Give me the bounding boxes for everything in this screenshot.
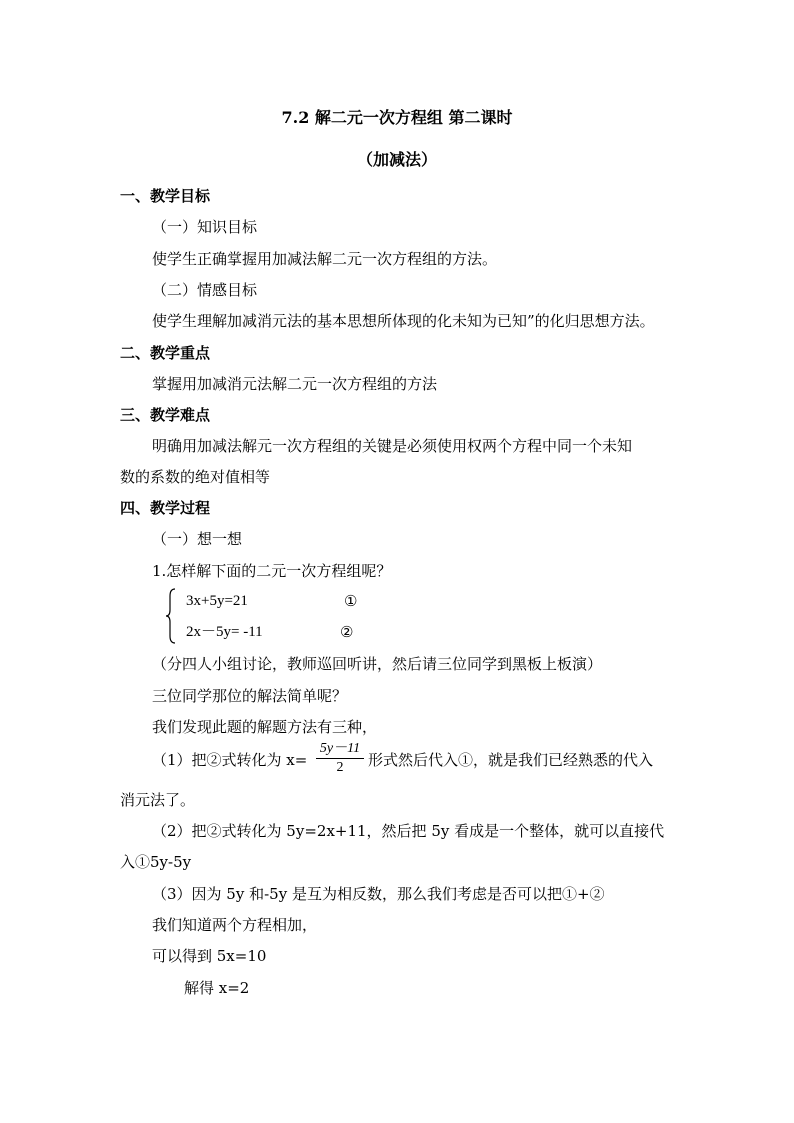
fraction [316,740,364,777]
document-title: 7.2 解二元一次方程组 第二课时 [281,108,513,127]
paragraph: 我们知道两个方程相加， [152,916,318,934]
method-1-prefix: （1）把②式转化为 x= [152,751,308,769]
equation-brace [166,588,176,644]
paragraph-continuation: 数的系数的绝对值相等 [120,468,271,486]
method-3: （3）因为 5y 和-5y 是互为相反数，那么我们考虑是否可以把①+② [152,885,605,903]
paragraph: 掌握用加减消元法解二元一次方程组的方法 [152,375,438,393]
document-subtitle: （加减法） [356,150,437,169]
paragraph: 使学生正确掌握用加减法解二元一次方程组的方法。 [152,250,498,268]
question: 1.怎样解下面的二元一次方程组呢？ [152,562,392,580]
method-2-continuation: 入①5y-5y [120,853,192,871]
section-heading-process: 四、教学过程 [120,499,211,517]
teaching-note: （分四人小组讨论，教师巡回听讲，然后请三位同学到黑板上板演） [152,655,603,673]
subheading-think: （一）想一想 [152,530,243,548]
question: 三位同学那位的解法简单呢？ [152,687,348,705]
fraction-denominator: 2 [336,760,344,775]
equation-2-marker: ② [340,623,354,641]
fraction-numerator: 5y－11 [316,740,364,759]
section-heading-key-points: 二、教学重点 [120,344,211,362]
method-1-continuation: 消元法了。 [120,791,196,809]
subheading-emotion-goal: （二）情感目标 [152,281,258,299]
paragraph: 明确用加减法解元一次方程组的关键是必须使用权两个方程中同一个未知 [152,437,633,455]
equation-2: 2x－5y= -11 [186,624,263,640]
method-1-suffix: 形式然后代入①，就是我们已经熟悉的代入 [368,751,654,769]
section-heading-goals: 一、教学目标 [120,187,211,205]
solution-line: 解得 x=2 [184,979,250,997]
equation-1: 3x+5y=21 [186,593,248,609]
paragraph: 使学生理解加减消元法的基本思想所体现的化未知为已知”的化归思想方法。 [152,312,655,330]
paragraph: 我们发现此题的解题方法有三种， [152,718,378,736]
method-2: （2）把②式转化为 5y=2x+11，然后把 5y 看成是一个整体，就可以直接代 [152,822,665,840]
section-heading-difficulties: 三、教学难点 [120,406,211,424]
subheading-knowledge-goal: （一）知识目标 [152,218,258,236]
equation-1-marker: ① [344,592,358,610]
result-line: 可以得到 5x=10 [152,947,267,965]
